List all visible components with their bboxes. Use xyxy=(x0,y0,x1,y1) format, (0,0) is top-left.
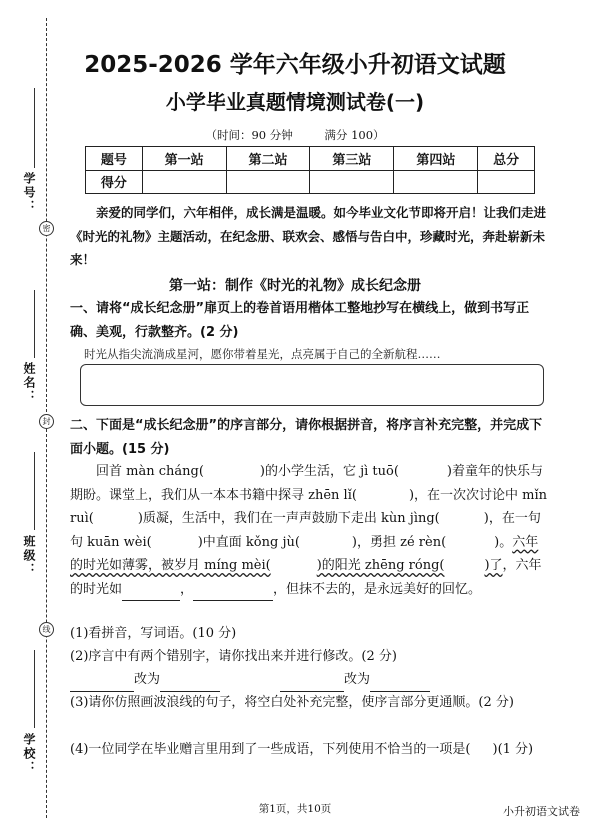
passage-text: ，六年的时光如 xyxy=(70,558,542,597)
name-field[interactable] xyxy=(34,290,35,358)
passage-text: )。 xyxy=(494,534,513,550)
class-label: 班级： xyxy=(22,535,36,577)
time-limit: （时间：90 分钟 xyxy=(205,128,293,142)
score-input-cell[interactable] xyxy=(226,170,310,194)
school-label: 学校： xyxy=(22,733,36,775)
passage-text: )着童年的快乐与期盼。课堂上，我们从一本本书籍中探寻 zhēn lǐ( xyxy=(70,464,543,503)
question-2: 二、下面是“成长纪念册”的序言部分，请你根据拼音，将序言补充完整，并完成下面小题。(15 分) xyxy=(70,418,543,457)
score-input-cell[interactable] xyxy=(310,170,394,194)
sub-question-4-text: (4)一位同学在毕业赠言里用到了一些成语，下列使用不恰当的一项是( xyxy=(70,742,471,757)
score-header-cell: 第三站 xyxy=(310,147,394,171)
sub-question-3: (3)请你仿照画波浪线的句子，将空白处补充完整，使序言部分更通顺。(2 分) xyxy=(70,695,514,710)
passage-text: )质凝，生活中，我们在一声声鼓励下走出 kùn jìng( xyxy=(137,511,440,526)
score-input-cell[interactable] xyxy=(478,170,535,194)
exam-title: 2025-2026 学年六年级小升初语文试题 xyxy=(84,52,506,78)
sub-question-2: (2)序言中有两个错别字，请你找出来并进行修改。(2 分) xyxy=(70,649,397,664)
question-1-verse: 时光从指尖流淌成星河，愿你带着星光，点亮属于自己的全新航程…… xyxy=(84,347,441,361)
passage-text: )的阳光 zhēng róng( xyxy=(316,558,445,573)
passage-text: )，在一次次讨论中 mǐn ruì( xyxy=(70,487,548,526)
score-header-cell: 第一站 xyxy=(142,147,226,171)
full-score: 满分 100） xyxy=(324,128,385,142)
typo-right-1[interactable] xyxy=(160,677,220,692)
score-header-cell: 第四站 xyxy=(394,147,478,171)
score-header-cell: 总分 xyxy=(478,147,535,171)
exam-subtitle: 小学毕业真题情境测试卷(一) xyxy=(165,90,425,114)
typo-fix-label: 改为 xyxy=(344,672,371,687)
score-input-cell[interactable] xyxy=(394,170,478,194)
passage-text: )，在一句句 kuān wèi( xyxy=(70,511,541,550)
score-row-label: 得分 xyxy=(86,170,143,194)
imitation-blank-2[interactable] xyxy=(193,586,273,601)
class-field[interactable] xyxy=(34,452,35,530)
score-input-cell[interactable] xyxy=(142,170,226,194)
score-header-cell: 题号 xyxy=(86,147,143,171)
preface-passage xyxy=(70,460,548,601)
score-header-cell: 第二站 xyxy=(226,147,310,171)
sub-question-1: (1)看拼音，写词语。(10 分) xyxy=(70,626,237,641)
page-number: 第1页，共10页 xyxy=(258,803,332,815)
passage-text: )了 xyxy=(484,558,503,573)
sub-question-4-score: )(1 分) xyxy=(492,742,534,757)
passage-text: )中直面 kǒng jù( xyxy=(197,534,300,550)
footer-brand: 小升初语文试卷 xyxy=(503,805,580,818)
section-1-title: 第一站：制作《时光的礼物》成长纪念册 xyxy=(169,278,421,294)
typo-fix-label: 改为 xyxy=(134,672,161,687)
passage-text: ，但抹不去的，是永远美好的回忆。 xyxy=(273,581,482,597)
seal-mark-mi: 密 xyxy=(39,221,54,236)
passage-text: ， xyxy=(180,581,194,597)
seal-mark-feng: 封 xyxy=(39,414,54,429)
copy-answer-box[interactable] xyxy=(80,364,544,406)
seal-mark-xian: 线 xyxy=(39,622,54,637)
score-table xyxy=(85,146,535,194)
intro-paragraph: 亲爱的同学们，六年相伴，成长满是温暖。如今毕业文化节即将开启！让我们走进《时光的礼物》主题活动，在纪念册、联欢会、感悟与告白中，珍藏时光，奔赴崭新未来！ xyxy=(70,205,547,267)
typo-wrong-1[interactable] xyxy=(70,677,134,692)
name-label: 姓名： xyxy=(22,362,36,404)
score-table-score-row xyxy=(86,170,535,194)
student-id-label: 学号： xyxy=(22,172,36,214)
typo-right-2[interactable] xyxy=(370,677,430,692)
exam-meta xyxy=(0,127,590,143)
passage-text: )的小学生活，它 jì tuō( xyxy=(259,464,399,479)
passage-text: 六年的时光如薄雾，被岁月 míng mèi( xyxy=(70,534,539,573)
question-1: 一、请将“成长纪念册”扉页上的卷首语用楷体工整地抄写在横线上，做到书写正确、美观，行款整齐。(2 分) xyxy=(70,301,530,340)
typo-wrong-2[interactable] xyxy=(280,677,344,692)
passage-text: 回首 màn cháng( xyxy=(96,464,204,479)
sub-question-4 xyxy=(70,738,548,762)
typo-fix-row xyxy=(70,668,548,692)
passage-text: )，勇担 zé rèn( xyxy=(351,534,447,550)
score-table-header-row xyxy=(86,147,535,171)
school-field[interactable] xyxy=(34,650,35,728)
imitation-blank-1[interactable] xyxy=(122,586,180,601)
